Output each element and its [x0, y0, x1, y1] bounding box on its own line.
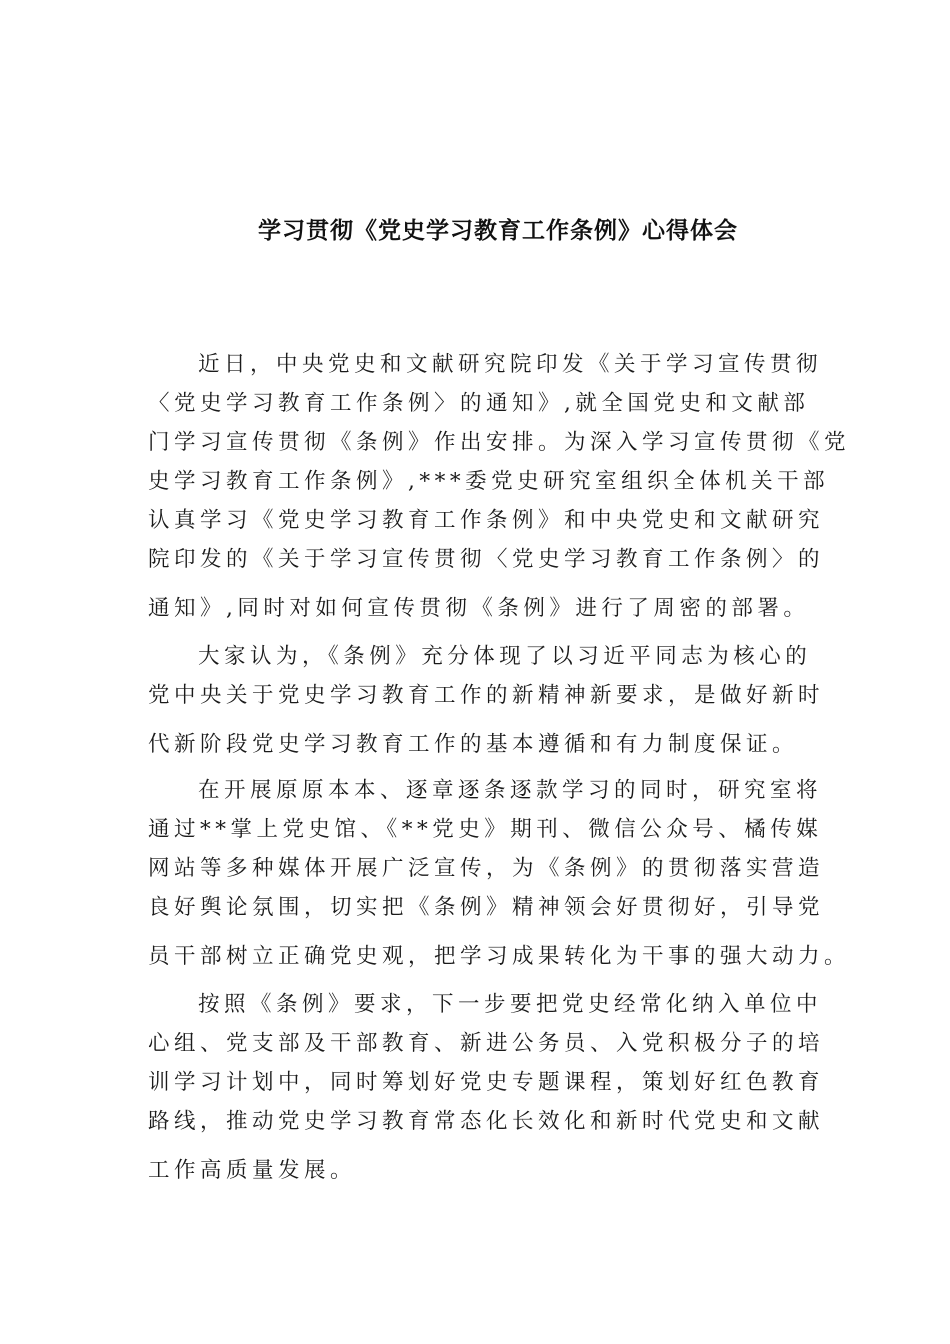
paragraph-1-line-4: 史学习教育工作条例》,***委党史研究室组织全体机关干部: [148, 469, 830, 494]
document-title: 学习贯彻《党史学习教育工作条例》心得体会: [258, 218, 738, 244]
paragraph-2-line-2: 党中央关于党史学习教育工作的新精神新要求，是做好新时: [148, 683, 825, 708]
paragraph-2-line-1: 大家认为，《条例》充分体现了以习近平同志为核心的: [198, 644, 812, 669]
paragraph-4-line-3: 训学习计划中，同时筹划好党史专题课程，策划好红色教育: [148, 1070, 825, 1095]
paragraph-4-line-1: 按照《条例》要求，下一步要把党史经常化纳入单位中: [198, 992, 823, 1017]
paragraph-1-line-3: 门学习宣传贯彻《条例》作出安排。为深入学习宣传贯彻《党: [148, 430, 851, 455]
paragraph-1-line-6: 院印发的《关于学习宣传贯彻〈党史学习教育工作条例〉的: [148, 547, 825, 572]
paragraph-4-line-4: 路线，推动党史学习教育常态化长效化和新时代党史和文献: [148, 1109, 825, 1134]
paragraph-1-line-1: 近日，中央党史和文献研究院印发《关于学习宣传贯彻: [198, 352, 823, 377]
paragraph-2-line-3: 代新阶段党史学习教育工作的基本遵循和有力制度保证。: [148, 732, 799, 757]
paragraph-3-line-3: 网站等多种媒体开展广泛宣传，为《条例》的贯彻落实营造: [148, 856, 825, 881]
paragraph-3-line-2: 通过**掌上党史馆、《**党史》期刊、微信公众号、橘传媒: [148, 817, 823, 842]
paragraph-1-line-7: 通知》,同时对如何宣传贯彻《条例》进行了周密的部署。: [148, 596, 810, 621]
paragraph-3-line-1: 在开展原原本本、逐章逐条逐款学习的同时，研究室将: [198, 778, 823, 803]
paragraph-1-line-2: 〈党史学习教育工作条例〉的通知》,就全国党史和文献部: [148, 391, 810, 416]
paragraph-4-line-2: 心组、党支部及干部教育、新进公务员、入党积极分子的培: [148, 1031, 825, 1056]
paragraph-1-line-5: 认真学习《党史学习教育工作条例》和中央党史和文献研究: [148, 508, 825, 533]
paragraph-3-line-4: 良好舆论氛围，切实把《条例》精神领会好贯彻好，引导党: [148, 895, 825, 920]
paragraph-4-line-5: 工作高质量发展。: [148, 1158, 357, 1183]
paragraph-3-line-5: 员干部树立正确党史观，把学习成果转化为干事的强大动力。: [148, 944, 851, 969]
